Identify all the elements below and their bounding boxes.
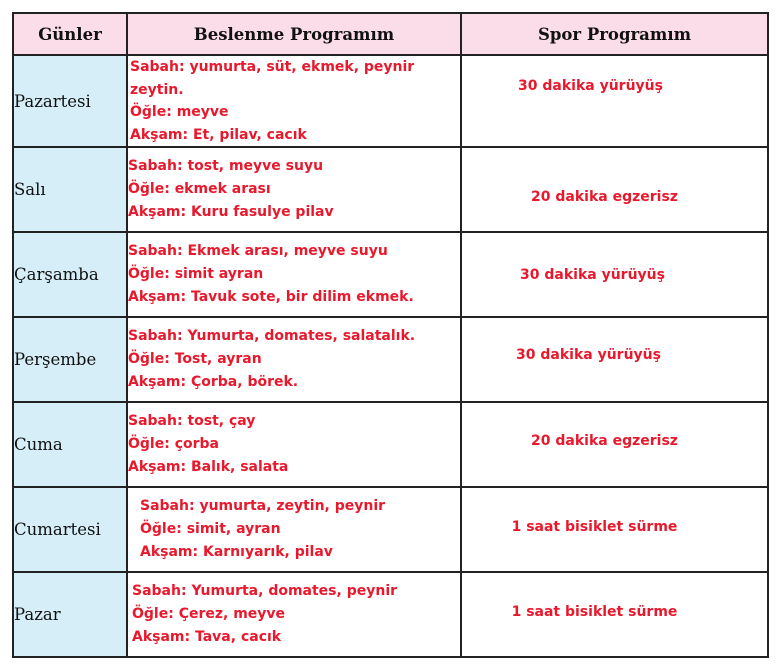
sport-text: 1 saat bisiklet sürme [511, 518, 678, 535]
table-row [13, 572, 768, 657]
sport-cell [461, 402, 768, 487]
meal-line: Sabah: tost, çay [128, 413, 256, 429]
day-cell: Cuma [13, 402, 127, 487]
meal-line: zeytin. [130, 81, 184, 98]
sport-text: 20 dakika egzerisz [531, 188, 678, 205]
day-cell: Pazartesi [13, 55, 127, 147]
meal-line: Öğle: simit, ayran [140, 521, 281, 537]
meal-line: Öğle: ekmek arası [128, 181, 271, 197]
day-cell: Çarşamba [13, 232, 127, 317]
day-cell: Perşembe [13, 317, 127, 402]
header-nutrition-program: Beslenme Programım [127, 13, 461, 55]
meal-line: Akşam: Tavuk sote, bir dilim ekmek. [128, 289, 414, 305]
table-row [13, 55, 768, 147]
nutrition-cell [127, 402, 461, 487]
sport-cell [461, 232, 768, 317]
sport-text: 30 dakika yürüyüş [520, 266, 665, 283]
sport-cell [461, 487, 768, 572]
meal-line: Sabah: Ekmek arası, meyve suyu [128, 243, 388, 259]
table-row [13, 147, 768, 232]
meal-line: Sabah: Yumurta, domates, salatalık. [128, 328, 416, 344]
nutrition-cell [127, 317, 461, 402]
day-cell: Pazar [13, 572, 127, 657]
meal-line: Sabah: tost, meyve suyu [128, 158, 324, 174]
sport-cell [461, 572, 768, 657]
meal-line: Öğle: Tost, ayran [128, 351, 262, 367]
nutrition-cell [127, 572, 461, 657]
day-cell: Salı [13, 147, 127, 232]
sport-cell [461, 55, 768, 147]
meal-line: Akşam: Çorba, börek. [128, 374, 299, 390]
table-row [13, 487, 768, 572]
nutrition-cell [127, 487, 461, 572]
meal-line: Öğle: çorba [128, 436, 219, 452]
sport-text: 30 dakika yürüyüş [516, 346, 661, 363]
header-sport-program: Spor Programım [461, 13, 768, 55]
meal-line: Öğle: simit ayran [128, 266, 264, 282]
nutrition-cell [127, 232, 461, 317]
table-header-row [13, 13, 768, 55]
meal-line: Öğle: Çerez, meyve [132, 606, 286, 622]
meal-line: Sabah: yumurta, zeytin, peynir [140, 498, 386, 514]
day-cell: Cumartesi [13, 487, 127, 572]
meal-line: Sabah: Yumurta, domates, peynir [132, 583, 398, 599]
meal-line: Akşam: Tava, cacık [132, 629, 282, 645]
meal-line: Sabah: yumurta, süt, ekmek, peynir [130, 59, 415, 75]
sport-cell [461, 147, 768, 232]
meal-line: Akşam: Balık, salata [128, 459, 289, 475]
sport-text: 30 dakika yürüyüş [518, 78, 663, 94]
weekly-plan-table [12, 12, 769, 658]
meal-line: Akşam: Et, pilav, cacık [130, 126, 307, 143]
sport-text: 20 dakika egzerisz [531, 432, 678, 449]
meal-line: Öğle: meyve [130, 104, 229, 120]
meal-line: Akşam: Karnıyarık, pilav [140, 544, 333, 560]
table-row [13, 317, 768, 402]
sport-text: 1 saat bisiklet sürme [511, 603, 678, 620]
header-days: Günler [13, 13, 127, 55]
table-row [13, 402, 768, 487]
sport-cell [461, 317, 768, 402]
nutrition-cell [127, 55, 461, 147]
table-row [13, 232, 768, 317]
nutrition-cell [127, 147, 461, 232]
meal-line: Akşam: Kuru fasulye pilav [128, 204, 334, 220]
